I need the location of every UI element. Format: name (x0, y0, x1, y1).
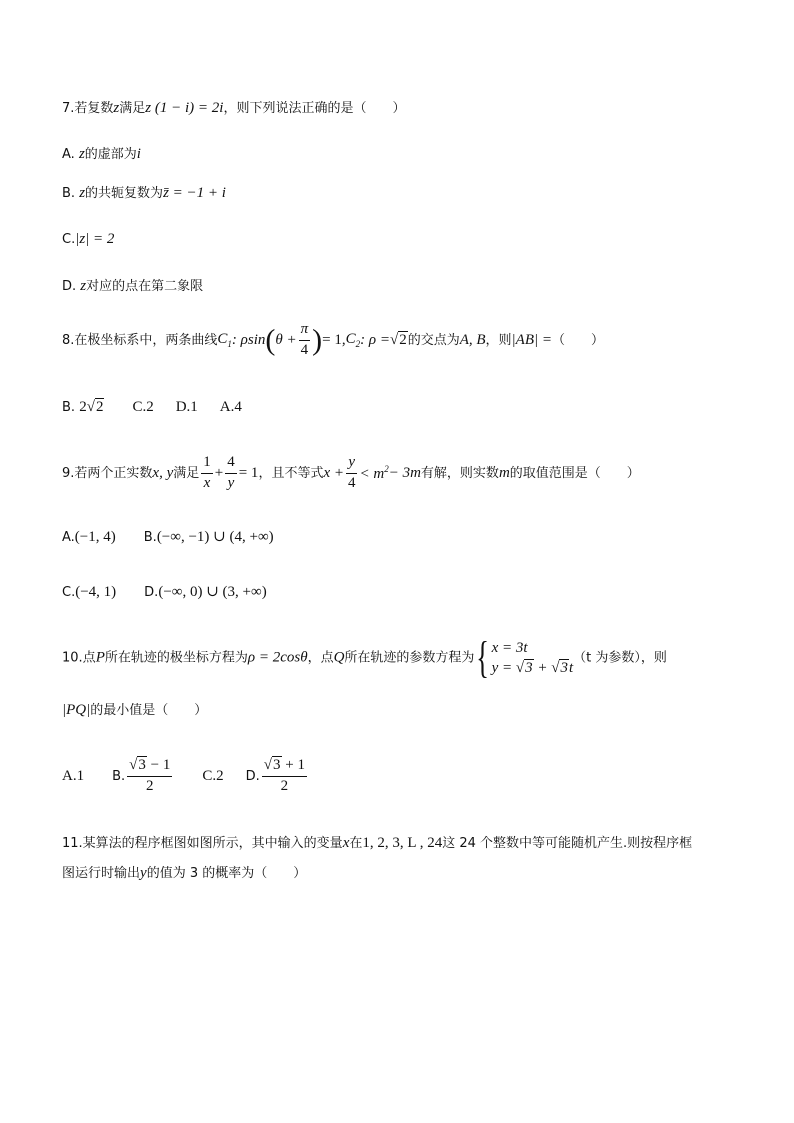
q8-stem-prefix: 8.在极坐标系中，两条曲线 (62, 332, 218, 348)
q10-param-note: （t 为参数），则 (573, 650, 667, 666)
q7-condition: z (1 − i) = 2i (145, 100, 224, 116)
q10-abs-pq: |PQ| (62, 702, 91, 718)
q7-c-label: C. (62, 232, 76, 247)
q10-brace: { (476, 633, 490, 682)
q11-line1-suffix: 这 24 个整数中等可能随机产生.则按程序框 (442, 836, 693, 851)
q8-opt-c: C.2 (132, 399, 154, 415)
q9-ineq-a: x + (323, 464, 344, 481)
q7-option-a (62, 147, 141, 162)
q10-param-system: x = 3t y = √3 + √3t (491, 639, 574, 676)
q7-var-z: z (113, 100, 120, 116)
q7-b-val: z̄ = −1 + i (163, 185, 226, 201)
q7-d-text: 对应的点在第二象限 (86, 279, 204, 294)
q10-opt-d-frac: $\frac{√3 + 1}{2}$ (263, 757, 305, 794)
q10-polar: ρ = 2cosθ (247, 649, 308, 666)
q7-a-label: A. (62, 147, 75, 162)
q7-c-val: |z| = 2 (75, 231, 115, 247)
q8-opt-b-label: B. (62, 400, 76, 415)
q10-stem-mid2: ，点 (307, 650, 334, 666)
q9-opt-d-label: D. (144, 585, 159, 600)
q8-c1-eq: : ρsin (231, 331, 266, 348)
q9-xy: x, y (152, 464, 174, 481)
q10-line2-text: 的最小值是（ ） (90, 703, 208, 718)
q9-frac-4-y: $\frac{4}{y}$ (227, 454, 235, 491)
q8-abs-ab: |AB| = (511, 331, 552, 348)
q10-stem-prefix: 10.点 (62, 650, 96, 666)
q10-options (62, 758, 309, 795)
q10-opt-c: C.2 (202, 767, 224, 784)
q9-opt-b-label: B. (143, 530, 157, 545)
q9-stem-prefix: 9.若两个正实数 (62, 465, 153, 481)
q10-opt-d-label: D. (245, 768, 260, 784)
q7-a-val: i (136, 146, 141, 162)
q7-stem (62, 101, 405, 116)
q11-line1-prefix: 11.某算法的程序框图如图所示，其中输入的变量 (62, 836, 343, 851)
q10-stem-mid3: 所在轨迹的参数方程为 (344, 650, 475, 666)
q9-opt-b-val: (−∞, −1) ∪ (4, +∞) (156, 529, 274, 545)
q7-d-label: D. (62, 279, 77, 294)
q9-ineq-c: − 3m (388, 464, 421, 481)
q9-stem (62, 455, 640, 492)
q9-eq1: = 1 (238, 464, 259, 481)
q7-b-label: B. (62, 186, 76, 201)
q7-stem-suffix: ，则下列说法正确的是（ ） (223, 101, 406, 116)
q9-m: m (498, 464, 510, 481)
q8-stem-mid: 的交点为 (407, 332, 460, 348)
q9-options-cd (62, 585, 267, 600)
q8-eq-b: = 1, (322, 331, 346, 348)
q7-stem-prefix: 7.若复数 (62, 101, 114, 116)
q8-opt-b-val: 2√2 (79, 399, 104, 415)
q7-d-z: z (80, 278, 87, 294)
q8-c2: $C_2$ (345, 330, 361, 349)
q8-opt-d: D.1 (175, 399, 198, 415)
q8-pi-over-4: $\frac{\pi}{4}$ (300, 321, 309, 358)
q8-c2-eq: : ρ = (360, 331, 390, 348)
q7-a-text: 的虚部为 (84, 147, 137, 162)
q10-line2 (62, 703, 207, 718)
q8-rparen: ) (312, 323, 323, 357)
q9-opt-d-val: (−∞, 0) ∪ (3, +∞) (158, 584, 267, 600)
q9-stem-mid: 满足 (173, 465, 200, 481)
q9-stem-suffix: 的取值范围是（ ） (509, 465, 640, 481)
q10-stem (62, 633, 667, 682)
q8-theta: θ + (275, 331, 297, 348)
q7-b-z: z (79, 185, 86, 201)
q10-q: Q (333, 649, 345, 666)
q9-ineq-b: < $m^2$ (359, 463, 389, 482)
q9-opt-a-val: (−1, 4) (74, 529, 116, 545)
q8-opt-a: A.4 (219, 399, 242, 415)
q9-stem-mid2: ，且不等式 (258, 465, 324, 481)
q9-frac-1-x: $\frac{1}{x}$ (203, 454, 211, 491)
q10-p: P (95, 649, 105, 666)
q8-c1: $C_1$ (217, 330, 232, 349)
q11-y: y (140, 865, 147, 881)
q11-line2-suffix: 的值为 3 的概率为（ ） (146, 866, 307, 881)
q8-stem-mid2: ，则 (485, 332, 512, 348)
q8-options (62, 400, 242, 415)
q10-opt-b-label: B. (112, 768, 126, 784)
q11-line2 (62, 866, 306, 881)
q11-line1-mid: 在 (349, 836, 363, 851)
q8-sqrt2: √2 (389, 331, 407, 348)
q7-option-c (62, 232, 114, 247)
q10-stem-mid: 所在轨迹的极坐标方程为 (104, 650, 248, 666)
q11-line2-prefix: 图运行时输出 (62, 866, 141, 881)
q7-option-b (62, 186, 226, 201)
q9-opt-c-val: (−4, 1) (75, 584, 117, 600)
q10-opt-b-frac: $\frac{√3 - 1}{2}$ (129, 757, 171, 794)
q9-stem-mid3: 有解，则实数 (420, 465, 499, 481)
q9-frac-y-4: $\frac{y}{4}$ (347, 454, 356, 491)
q7-b-text: 的共轭复数为 (85, 186, 164, 201)
q9-opt-c-label: C. (62, 585, 76, 600)
q7-a-z: z (78, 146, 85, 162)
q11-line1 (62, 836, 692, 851)
q11-range: 1, 2, 3, L , 24 (362, 835, 443, 851)
q8-lparen: ( (265, 323, 276, 357)
q9-opt-a-label: A. (62, 530, 75, 545)
q8-stem-suffix: （ ） (552, 332, 605, 348)
q9-plus: + (214, 464, 224, 481)
q11-x: x (342, 835, 350, 851)
q9-options-ab (62, 530, 274, 545)
q8-stem (62, 322, 604, 359)
q7-stem-mid: 满足 (119, 101, 146, 116)
q7-option-d (62, 279, 203, 294)
q10-opt-a: A.1 (62, 767, 85, 784)
q8-ab: A, B (459, 331, 486, 348)
